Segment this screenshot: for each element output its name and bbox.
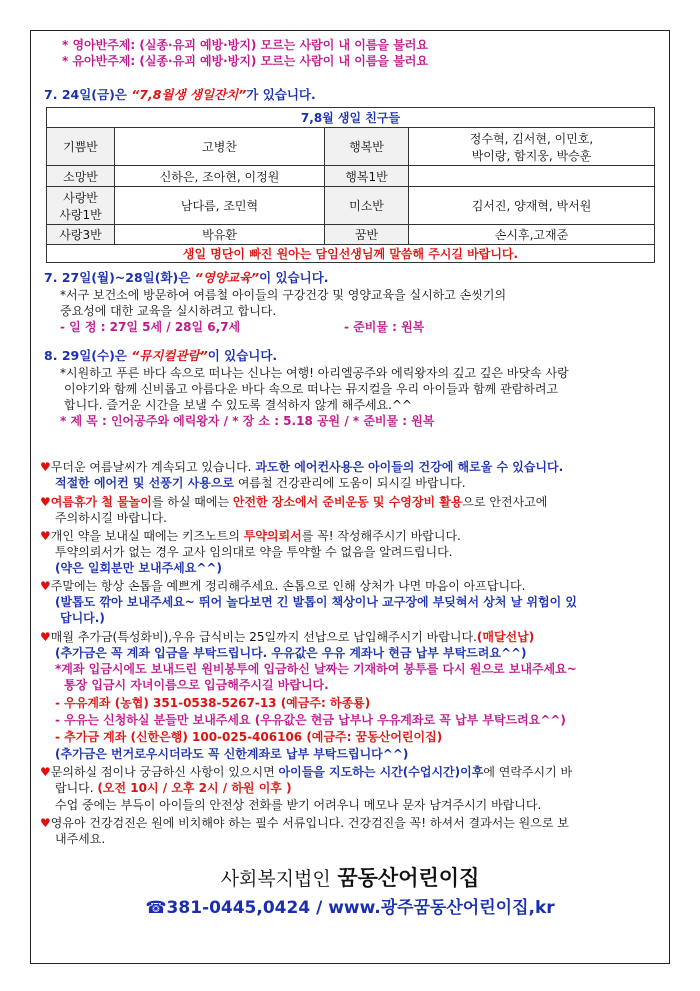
notice-contact: ♥문의하실 점이나 궁금하신 사항이 있으시면 아이들을 지도하는 시간(수업시간)이후에 연락주시기 바 [40,765,573,779]
table-row: 사랑3반 박유환 꿈반 손시후,고재준 [47,225,655,245]
nutrition-heading: 7. 27일(월)~28일(화)은 “영양교육”이 있습니다. [44,270,329,285]
table-row: 사랑반 사랑1반 남다름, 조민혁 미소반 김서진, 양재혁, 박서원 [47,187,655,225]
musical-details: * 제 목 : 인어공주와 에릭왕자 / * 장 소 : 5.18 공원 / * 준비물 : 원복 [60,414,435,428]
notice-health-checkup: ♥영유아 건강검진은 원에 비치해야 하는 필수 서류입니다. 건강검진을 꼭! 하셔서 결과서는 원으로 보 [40,816,569,830]
notice-summer-safety: ♥여름휴가 철 물놀이를 하실 때에는 안전한 장소에서 준비운동 및 수영장비 활용으로 안전사고에 [40,495,548,509]
notice-aircon: ♥무더운 여름날씨가 계속되고 있습니다. 과도한 에어컨사용은 아이들의 건강에 해로울 수 있습니다. [40,460,564,474]
birthday-table-footer: 생일 명단이 빠진 원아는 담임선생님께 말씀해 주시길 바랍니다. [47,245,655,263]
musical-body: 합니다. 즐거운 시간을 보낼 수 있도록 결석하지 않게 해주세요.^^ [64,398,413,412]
organization-name: 사회복지법인 꿈동산어린이집 [220,866,480,890]
heart-icon: ♥ [40,579,51,593]
nutrition-body: *서구 보건소에 방문하여 여름철 아이들의 구강건강 및 영양교육을 실시하고 손씻기의 [60,288,507,302]
nutrition-schedule: - 일 정 : 27일 5세 / 28일 6,7세 [60,320,241,334]
heart-icon: ♥ [40,529,51,543]
heart-icon: ♥ [40,630,51,644]
heart-icon: ♥ [40,460,51,474]
preschool-theme-note: * 유아반주제: (실종·유괴 예방·방지) 모르는 사람이 내 이름을 불러요 [62,54,428,68]
table-row: 기쁨반 고병찬 행복반 정수혁, 김서현, 이민호, 박이랑, 함지웅, 박승훈 [47,128,655,166]
musical-heading: 8. 29일(수)은 “뮤지컬관람”이 있습니다. [44,348,278,363]
notice-fees: ♥매월 추가금(특성화비),우유 급식비는 25일까지 선납으로 납입해주시기 바랍니다.(매달선납) [40,630,535,644]
nutrition-body: 중요성에 대한 교육을 실시하려고 합니다. [60,304,277,318]
nutrition-supplies: - 준비물 : 원복 [344,320,425,334]
birthday-table [46,107,655,263]
heart-icon: ♥ [40,816,51,830]
toddler-theme-note: * 영아반주제: (실종·유괴 예방·방지) 모르는 사람이 내 이름을 불러요 [62,38,428,52]
phone-icon: ☎ [145,898,167,918]
contact-info: ☎381-0445,0424 / www.광주꿈동산어린이집,kr [145,898,555,918]
heart-icon: ♥ [40,495,51,509]
heart-icon: ♥ [40,765,51,779]
birthday-heading: 7. 24일(금)은 “7,8월생 생일잔치”가 있습니다. [44,87,316,102]
musical-body: *시원하고 푸른 바다 속으로 떠나는 신나는 여행! 아리엘공주와 에릭왕자의 깊고 깊은 바닷속 사랑 [60,366,569,380]
notice-medicine: ♥개인 약을 보내실 때에는 키즈노트의 투약의뢰서를 꼭! 작성해주시기 바랍니다. [40,529,461,543]
birthday-table-caption: 7,8월 생일 친구들 [47,108,655,128]
musical-body: 이야기와 함께 신비롭고 아름다운 바다 속으로 떠나는 뮤지컬을 우리 아이들과 함께 관람하려고 [64,382,559,396]
table-row: 소망반 신하은, 조아현, 이정원 행복1반 [47,166,655,187]
notice-nails: ♥주말에는 항상 손톱을 예쁘게 정리해주세요. 손톱으로 인해 상처가 나면 마음이 아프답니다. [40,579,526,593]
